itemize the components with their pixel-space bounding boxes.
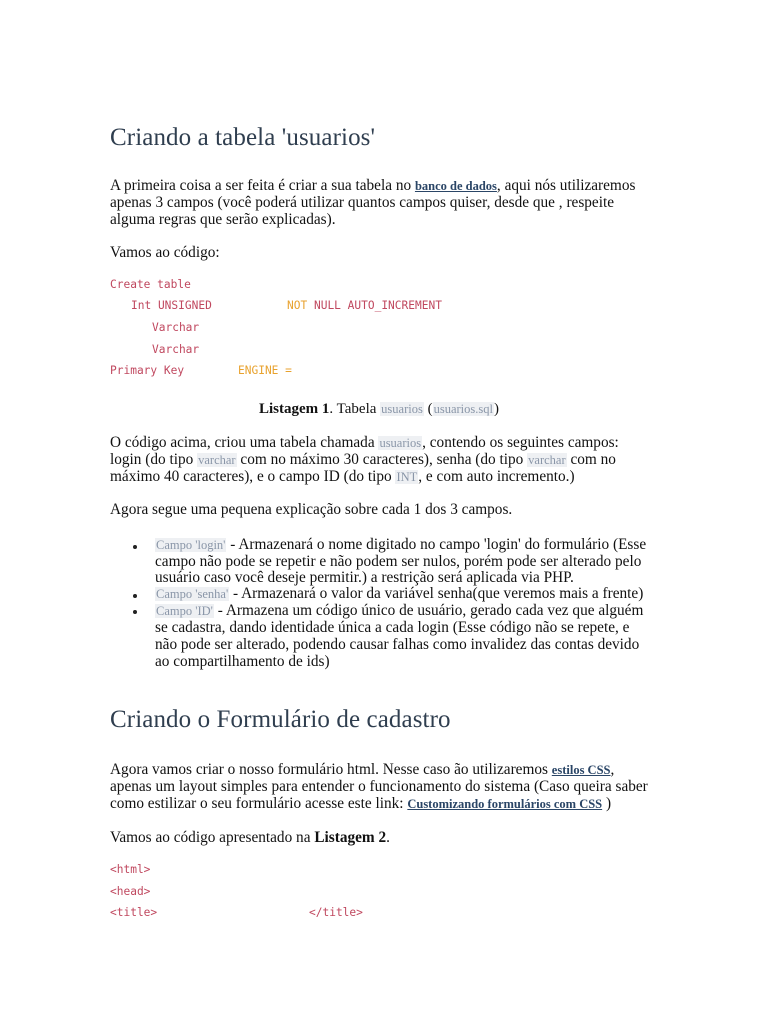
bullet-text: - Armazenará o valor da variável senha(que veremos mais a frente) xyxy=(229,585,644,602)
code-line-5b xyxy=(238,364,292,377)
intro-line-1 xyxy=(110,178,635,194)
banco-de-dados-link[interactable]: banco de dados xyxy=(414,179,497,193)
bullet-login-line-3: usuário caso você deseje permitir.) a restrição será aplicada via PHP. xyxy=(155,569,574,586)
code-line-1: Create table xyxy=(110,278,191,291)
caption-text: . Tabela xyxy=(329,401,381,417)
bullet-id-line-3: não pode ser alterado, podendo causar falhas como invalidez das contas devido xyxy=(155,636,640,653)
form-intro-line-1 xyxy=(110,762,614,778)
form-intro-text: Agora vamos criar o nosso formulário html. Nesse caso ão utilizaremos xyxy=(110,761,552,778)
html-code-line-3a: <title> xyxy=(110,906,158,919)
desc-text: , contendo os seguintes campos: xyxy=(422,434,619,451)
html-code-line-3b: </title> xyxy=(309,906,363,919)
code-text: NULL AUTO_INCREMENT xyxy=(313,299,442,312)
bullet-text: - Armazenará o nome digitado no campo 'login' do formulário (Esse xyxy=(226,536,647,553)
listing-1-caption xyxy=(259,401,499,418)
desc-line-1 xyxy=(110,435,619,451)
desc-line-2 xyxy=(110,452,616,468)
desc-text: máximo 40 caracteres), e o campo ID (do tipo xyxy=(110,468,396,485)
bullet-dot xyxy=(133,610,137,614)
desc-text: com no máximo 30 caracteres), senha (do tipo xyxy=(236,451,528,468)
code-chip: usuarios.sql xyxy=(433,402,493,416)
bullet-login-line-2: campo não pode se repetir e não podem ser nulos, porém pode ser alterado pelo xyxy=(155,553,642,570)
html-code-line-1: <html> xyxy=(110,863,151,876)
listing-2-lead xyxy=(110,830,390,846)
bullet-login-line-1 xyxy=(155,537,646,553)
form-intro-text: , xyxy=(610,761,615,778)
form-intro-line-2: apenas um layout simples para entender o funcionamento do sistema (Caso queira saber xyxy=(110,778,648,795)
caption-paren: ( xyxy=(423,401,433,417)
code-keyword: NOT xyxy=(287,299,308,312)
desc-text: com no xyxy=(566,451,616,468)
code-line-4: Varchar xyxy=(152,343,200,356)
desc-text: , e com auto incremento.) xyxy=(418,468,575,485)
desc-text: O código acima, criou uma tabela chamada xyxy=(110,434,379,451)
form-intro-text: como estilizar o seu formulário acesse este link: xyxy=(110,795,408,812)
bullet-id-line-2: se cadastra, dando identidade única a cada login (Esse código não se repete, e xyxy=(155,619,630,636)
bullet-id-line-1 xyxy=(155,603,643,619)
form-intro-text: ) xyxy=(602,795,612,812)
estilos-css-link[interactable]: estilos CSS xyxy=(551,763,611,777)
bullet-dot xyxy=(133,594,137,598)
form-intro-line-3 xyxy=(110,796,611,812)
intro-line-2: apenas 3 campos (você poderá utilizar quantos campos quiser, desde que , respeite xyxy=(110,194,615,211)
lead-text: Vamos ao código apresentado na xyxy=(110,829,315,846)
code-chip: Campo 'login' xyxy=(156,538,226,552)
code-chip: usuarios xyxy=(381,402,423,416)
section-title-formulario: Criando o Formulário de cadastro xyxy=(110,706,451,733)
code-line-2a: Int UNSIGNED xyxy=(131,299,212,312)
section-title-usuarios: Criando a tabela 'usuarios' xyxy=(110,124,376,151)
bullet-text: - Armazena um código único de usuário, gerado cada vez que alguém xyxy=(213,602,644,619)
html-code-line-2: <head> xyxy=(110,885,151,898)
intro-text: , aqui nós utilizaremos xyxy=(496,177,636,194)
caption-paren: ) xyxy=(493,401,499,417)
code-chip: INT xyxy=(396,470,418,484)
explain-line: Agora segue uma pequena explicação sobre cada 1 dos 3 campos. xyxy=(110,501,513,518)
desc-text: login (do tipo xyxy=(110,451,198,468)
code-line-5a: Primary Key xyxy=(110,364,185,377)
lead-text: . xyxy=(386,829,390,846)
code-lead: Vamos ao código: xyxy=(110,244,220,261)
desc-line-3 xyxy=(110,469,575,485)
lead-bold: Listagem 2 xyxy=(314,829,387,846)
intro-text: A primeira coisa a ser feita é criar a sua tabela no xyxy=(110,177,415,194)
code-line-2b xyxy=(287,299,442,312)
intro-line-3: alguma regras que serão explicadas). xyxy=(110,211,336,228)
code-chip: Campo 'senha' xyxy=(156,587,229,601)
code-chip: varchar xyxy=(198,453,236,467)
caption-label: Listagem 1 xyxy=(259,401,330,417)
bullet-senha-line-1 xyxy=(155,586,643,602)
code-line-3: Varchar xyxy=(152,321,200,334)
code-chip: usuarios xyxy=(379,436,422,450)
bullet-id-line-4: ao compartilhamento de ids) xyxy=(155,653,330,670)
customizando-formularios-link[interactable]: Customizando formulários com CSS xyxy=(407,797,603,811)
code-chip: Campo 'ID' xyxy=(156,604,213,618)
code-keyword: ENGINE = xyxy=(238,364,292,377)
bullet-dot xyxy=(133,545,137,549)
code-chip: varchar xyxy=(528,453,566,467)
